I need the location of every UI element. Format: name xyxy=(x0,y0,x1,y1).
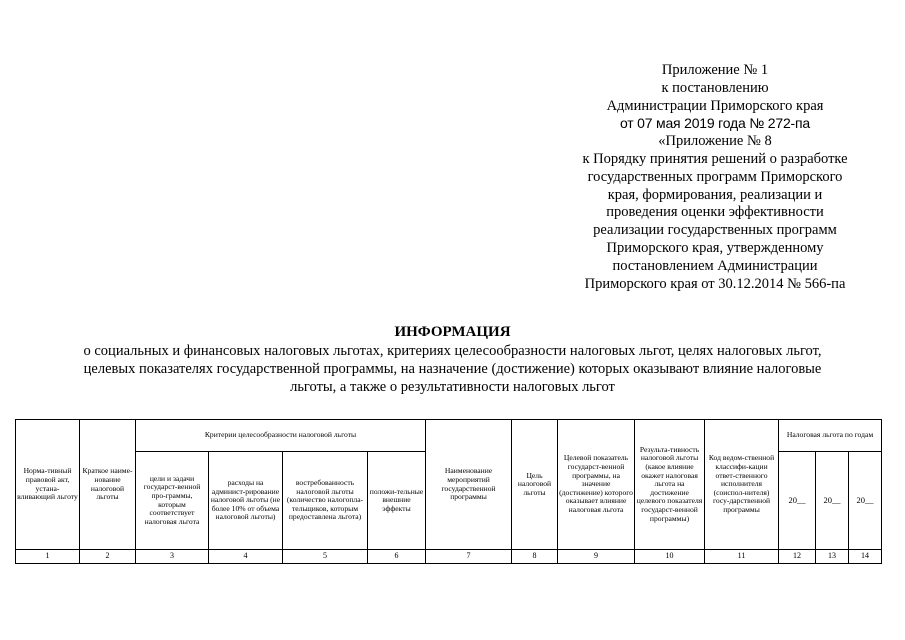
header-external-effects: положи-тельные внешние эффекты xyxy=(368,452,426,550)
column-number: 10 xyxy=(635,550,705,564)
column-number: 14 xyxy=(849,550,882,564)
document-subtitle-line: о социальных и финансовых налоговых льготах, критериях целесообразности налоговых льгот, целях налоговых льгот, xyxy=(83,343,822,359)
header-year-3: 20__ xyxy=(849,452,882,550)
header-criteria-group: Критерии целесообразности налоговой льготы xyxy=(136,420,426,452)
header-years-group: Налоговая льгота по годам xyxy=(779,420,882,452)
header-year-1: 20__ xyxy=(779,452,816,550)
appendix-line: Администрации Приморского края xyxy=(606,97,824,114)
column-number: 9 xyxy=(558,550,635,564)
appendix-date-line: от 07 мая 2019 года № 272-па xyxy=(620,115,810,132)
column-number: 2 xyxy=(80,550,136,564)
appendix-line: Приморского края, утвержденному xyxy=(606,239,824,256)
tax-benefits-table xyxy=(15,419,882,564)
column-number: 12 xyxy=(779,550,816,564)
appendix-header xyxy=(540,62,890,293)
appendix-line: государственных программ Приморского xyxy=(587,168,843,185)
column-number: 6 xyxy=(368,550,426,564)
header-program-activities: Наименование мероприятий государственной программы xyxy=(426,420,512,550)
appendix-line: реализации государственных программ xyxy=(593,222,837,239)
column-number: 7 xyxy=(426,550,512,564)
appendix-line: Приморского края от 30.12.2014 № 566-па xyxy=(584,275,846,292)
column-number: 13 xyxy=(816,550,849,564)
header-normative-act: Норма-тивный правовой акт, устана-вливающий льготу xyxy=(16,420,80,550)
appendix-line: Приложение № 1 xyxy=(661,62,769,78)
header-department-code: Код ведом-ственной классифи-кации ответ-ственного исполнителя (соиспол-нителя) госу-дарственной программы xyxy=(705,420,779,550)
appendix-line: постановлением Администрации xyxy=(612,257,818,274)
column-number: 8 xyxy=(512,550,558,564)
document-title-block xyxy=(20,322,885,396)
column-number: 11 xyxy=(705,550,779,564)
document-subtitle-line: целевых показателях государственной программы, на назначение (достижение) которых оказывают влияние налоговые xyxy=(83,361,822,377)
column-number: 1 xyxy=(16,550,80,564)
column-number: 4 xyxy=(209,550,283,564)
header-target-indicator: Целевой показатель государст-венной программы, на значение (достижение) которого оказывает влияние налоговая льгота xyxy=(558,420,635,550)
appendix-line: проведения оценки эффективности xyxy=(606,204,824,221)
document-subtitle-line: льготы, а также о результативности налоговых льгот xyxy=(290,379,615,395)
appendix-line: к Порядку принятия решений о разработке xyxy=(582,150,848,167)
header-benefit-goal: Цель налоговой льготы xyxy=(512,420,558,550)
header-demand: востребованность налоговой льготы (количество налогопла-тельщиков, которым предоставлена льгота) xyxy=(283,452,368,550)
appendix-line: края, формирования, реализации и xyxy=(607,186,823,203)
header-program-goals: цели и задачи государст-венной про-граммы, которым соответствует налоговая льгота xyxy=(136,452,209,550)
tax-benefits-table-wrapper xyxy=(15,419,881,564)
column-number: 5 xyxy=(283,550,368,564)
header-year-2: 20__ xyxy=(816,452,849,550)
column-number-row xyxy=(16,550,882,564)
header-effectiveness: Результа-тивность налоговой льготы (какое влияние окажет налоговая льгота на достижение целевого показателя государст-венной программы) xyxy=(635,420,705,550)
header-administration-costs: расходы на админист-рирование налоговой льготы (не более 10% от объема налоговой льготы) xyxy=(209,452,283,550)
document-title: ИНФОРМАЦИЯ xyxy=(394,324,511,340)
appendix-line: «Приложение № 8 xyxy=(658,133,772,150)
column-number: 3 xyxy=(136,550,209,564)
header-short-name: Краткое наиме-нование налоговой льготы xyxy=(80,420,136,550)
appendix-line: к постановлению xyxy=(661,79,769,96)
